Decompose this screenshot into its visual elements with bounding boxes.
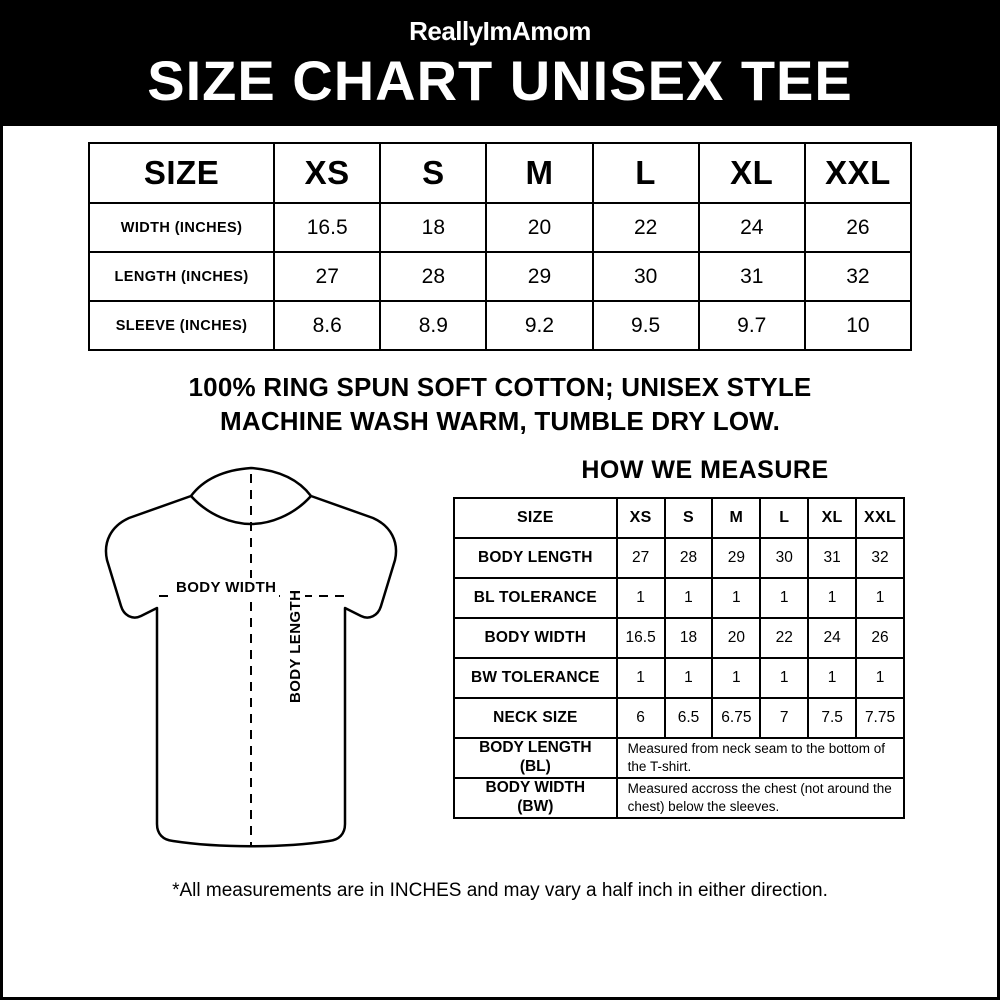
size-table-col-s: S — [380, 143, 486, 203]
measure-cell-blt-s: 1 — [665, 578, 713, 618]
measure-col-xs: XS — [617, 498, 665, 538]
size-table-col-l: L — [593, 143, 699, 203]
table-row — [454, 578, 904, 618]
body-length-label: BODY LENGTH — [286, 587, 305, 706]
definition-term-bw-line1: BODY WIDTH — [485, 779, 586, 797]
cell-sleeve-xl: 9.7 — [699, 301, 805, 350]
measure-cell-neck-l: 7 — [760, 698, 808, 738]
measure-cell-bwt-xs: 1 — [617, 658, 665, 698]
definition-term-bl — [454, 738, 617, 778]
measure-row-label-bw-tolerance: BW TOLERANCE — [454, 658, 617, 698]
measure-cell-bl-m: 29 — [712, 538, 760, 578]
cell-length-m: 29 — [486, 252, 592, 301]
tshirt-outline-icon — [73, 456, 433, 866]
measure-col-xxl: XXL — [856, 498, 904, 538]
lower-section — [3, 456, 997, 866]
cell-length-xl: 31 — [699, 252, 805, 301]
brand-name: ReallyImAmom — [409, 16, 591, 46]
measure-cell-neck-s: 6.5 — [665, 698, 713, 738]
care-line-1: 100% RING SPUN SOFT COTTON; UNISEX STYLE — [188, 372, 812, 403]
size-table-col-xl: XL — [699, 143, 805, 203]
measure-cell-bw-l: 22 — [760, 618, 808, 658]
cell-width-m: 20 — [486, 203, 592, 252]
measure-cell-neck-xs: 6 — [617, 698, 665, 738]
definition-desc-bl: Measured from neck seam to the bottom of the T-shirt. — [627, 741, 886, 774]
measure-cell-bw-s: 18 — [665, 618, 713, 658]
measure-col-s: S — [665, 498, 713, 538]
measure-table — [453, 497, 905, 819]
row-label-sleeve: SLEEVE (INCHES) — [89, 301, 274, 350]
measure-cell-bl-l: 30 — [760, 538, 808, 578]
cell-width-xxl: 26 — [805, 203, 911, 252]
definition-row-body-length — [454, 738, 904, 778]
measure-header-row — [454, 498, 904, 538]
measure-cell-blt-xl: 1 — [808, 578, 856, 618]
body-width-label: BODY WIDTH — [173, 578, 279, 597]
measure-row-label-bl-tolerance: BL TOLERANCE — [454, 578, 617, 618]
size-table-section — [3, 126, 997, 351]
footer-note: *All measurements are in INCHES and may vary a half inch in either direction. — [172, 879, 828, 901]
shirt-diagram — [43, 456, 443, 866]
measure-cell-bw-xxl: 26 — [856, 618, 904, 658]
page-header — [3, 3, 997, 126]
size-table-col-xxl: XXL — [805, 143, 911, 203]
measure-cell-blt-xxl: 1 — [856, 578, 904, 618]
measure-cell-neck-xxl: 7.75 — [856, 698, 904, 738]
cell-length-xs: 27 — [274, 252, 380, 301]
size-table-col-size: SIZE — [89, 143, 274, 203]
definition-term-bw-line2: (BW) — [517, 797, 554, 815]
measure-cell-blt-l: 1 — [760, 578, 808, 618]
size-table-col-m: M — [486, 143, 592, 203]
measure-col-m: M — [712, 498, 760, 538]
measure-col-l: L — [760, 498, 808, 538]
measure-col-size: SIZE — [454, 498, 617, 538]
measure-col-xl: XL — [808, 498, 856, 538]
measure-cell-neck-xl: 7.5 — [808, 698, 856, 738]
cell-length-s: 28 — [380, 252, 486, 301]
measure-row-label-neck-size: NECK SIZE — [454, 698, 617, 738]
row-label-width: WIDTH (INCHES) — [89, 203, 274, 252]
measure-cell-bw-xl: 24 — [808, 618, 856, 658]
measure-cell-bwt-l: 1 — [760, 658, 808, 698]
care-line-2: MACHINE WASH WARM, TUMBLE DRY LOW. — [220, 405, 780, 436]
measure-cell-bwt-xxl: 1 — [856, 658, 904, 698]
table-row — [89, 203, 911, 252]
measure-row-label-body-length: BODY LENGTH — [454, 538, 617, 578]
table-row — [454, 538, 904, 578]
definition-term-bl-line1: BODY LENGTH — [479, 739, 592, 757]
measure-cell-blt-m: 1 — [712, 578, 760, 618]
cell-sleeve-xs: 8.6 — [274, 301, 380, 350]
measure-cell-bwt-m: 1 — [712, 658, 760, 698]
care-instructions — [3, 371, 997, 438]
how-we-measure-title: HOW WE MEASURE — [581, 455, 829, 484]
definition-desc-bw: Measured accross the chest (not around the chest) below the sleeves. — [627, 781, 892, 814]
table-row — [89, 301, 911, 350]
cell-width-s: 18 — [380, 203, 486, 252]
definition-term-bw — [454, 778, 617, 818]
measure-cell-bwt-s: 1 — [665, 658, 713, 698]
measure-cell-neck-m: 6.75 — [712, 698, 760, 738]
size-table-header-row — [89, 143, 911, 203]
table-row — [454, 618, 904, 658]
size-table — [88, 142, 912, 351]
cell-sleeve-s: 8.9 — [380, 301, 486, 350]
row-label-length: LENGTH (INCHES) — [89, 252, 274, 301]
measure-cell-blt-xs: 1 — [617, 578, 665, 618]
measure-cell-bl-xl: 31 — [808, 538, 856, 578]
cell-sleeve-l: 9.5 — [593, 301, 699, 350]
cell-width-l: 22 — [593, 203, 699, 252]
measure-cell-bl-xxl: 32 — [856, 538, 904, 578]
measure-cell-bl-xs: 27 — [617, 538, 665, 578]
measure-cell-bw-m: 20 — [712, 618, 760, 658]
measure-cell-bl-s: 28 — [665, 538, 713, 578]
definition-term-bl-line2: (BL) — [519, 757, 551, 775]
measure-cell-bw-xs: 16.5 — [617, 618, 665, 658]
cell-length-l: 30 — [593, 252, 699, 301]
cell-width-xl: 24 — [699, 203, 805, 252]
size-table-col-xs: XS — [274, 143, 380, 203]
table-row — [454, 658, 904, 698]
how-we-measure-section — [443, 456, 957, 819]
definition-desc-bl-cell — [617, 738, 904, 778]
definition-desc-bw-cell — [617, 778, 904, 818]
table-row — [89, 252, 911, 301]
cell-sleeve-xxl: 10 — [805, 301, 911, 350]
measure-cell-bwt-xl: 1 — [808, 658, 856, 698]
table-row — [454, 698, 904, 738]
cell-sleeve-m: 9.2 — [486, 301, 592, 350]
definition-row-body-width — [454, 778, 904, 818]
cell-width-xs: 16.5 — [274, 203, 380, 252]
cell-length-xxl: 32 — [805, 252, 911, 301]
measure-row-label-body-width: BODY WIDTH — [454, 618, 617, 658]
page-title: SIZE CHART UNISEX TEE — [147, 48, 853, 112]
